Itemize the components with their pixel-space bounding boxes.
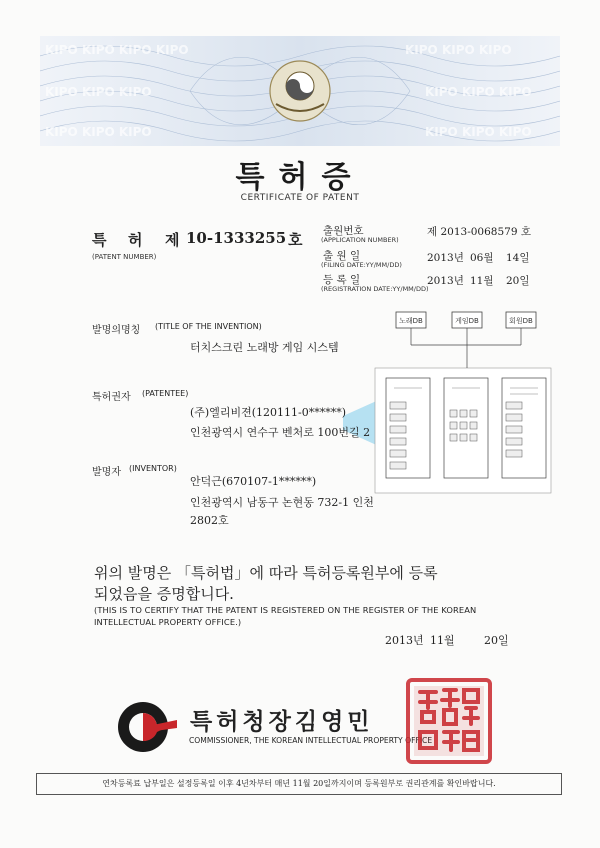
patentee-name: (주)엘리비젼(120111-0******)	[190, 406, 347, 419]
patentee-label: 특허권자	[92, 392, 131, 403]
issue-date-month: 11월	[430, 634, 455, 647]
patent-number-en: (PATENT NUMBER)	[92, 253, 157, 261]
application-number: 제 2013-0068579 호	[427, 226, 531, 238]
certificate-subtitle: CERTIFICATE OF PATENT	[240, 193, 360, 203]
inventor-label: 발명자	[92, 467, 121, 478]
inventor-label-en: (INVENTOR)	[129, 464, 177, 473]
registration-label-en: (REGISTRATION DATE:YY/MM/DD)	[321, 285, 429, 293]
inventor-address: 인천광역시 남동구 논현동 732-1 인천	[190, 496, 374, 509]
registration-day: 20일	[506, 275, 530, 287]
commissioner-title-en: COMMISSIONER, THE KOREAN INTELLECTUAL PROPERTY OFFICE	[189, 736, 433, 745]
filing-month: 06월	[470, 252, 494, 264]
invention-label: 발명의명칭	[92, 325, 141, 336]
official-seal-icon	[404, 676, 494, 766]
inventor-address-line2: 2802호	[190, 514, 229, 527]
kipo-logo-icon	[115, 698, 179, 756]
db-label-game: 게임DB	[455, 317, 479, 325]
invention-drawing	[374, 310, 554, 495]
statement-ko-line1: 위의 발명은 「특허법」에 따라 특허등록원부에 등록	[94, 564, 438, 582]
filing-day: 14일	[506, 252, 530, 264]
certificate-title: 특허증	[235, 160, 365, 195]
header-guilloche-band	[40, 36, 560, 146]
patent-number: 10-1333255	[186, 229, 287, 247]
registration-year: 2013년	[427, 275, 464, 287]
statement-ko-line2: 되었음을 증명합니다.	[94, 585, 234, 603]
svg-text:KIPO KIPO KIPO: KIPO KIPO KIPO	[45, 85, 152, 99]
invention-label-en: (TITLE OF THE INVENTION)	[155, 322, 262, 331]
patentee-address: 인천광역시 연수구 벤처로 100번길 2	[190, 426, 371, 439]
patent-number-suffix: 호	[288, 231, 303, 249]
registration-month: 11월	[470, 275, 494, 287]
issue-date-day: 20일	[484, 634, 509, 647]
statement-en-line1: (THIS IS TO CERTIFY THAT THE PATENT IS REGISTERED ON THE REGISTER OF THE KOREAN	[94, 605, 477, 615]
commissioner-name: 특허청장김영민	[190, 709, 374, 735]
svg-text:KIPO KIPO KIPO KIPO: KIPO KIPO KIPO KIPO	[45, 43, 189, 57]
application-label-en: (APPLICATION NUMBER)	[321, 236, 399, 244]
invention-title: 터치스크린 노래방 게임 시스템	[190, 341, 339, 354]
svg-text:KIPO KIPO KIPO: KIPO KIPO KIPO	[425, 85, 532, 99]
db-label-song: 노래DB	[399, 317, 423, 325]
application-label: 출원번호	[323, 225, 364, 237]
inventor-name: 안덕근(670107-1******)	[190, 475, 317, 488]
svg-text:KIPO KIPO KIPO: KIPO KIPO KIPO	[45, 125, 152, 139]
filing-label-en: (FILING DATE:YY/MM/DD)	[321, 261, 402, 269]
svg-text:KIPO KIPO KIPO: KIPO KIPO KIPO	[405, 43, 512, 57]
statement-en-line2: INTELLECTUAL PROPERTY OFFICE.)	[94, 617, 242, 627]
svg-text:KIPO KIPO KIPO: KIPO KIPO KIPO	[425, 125, 532, 139]
patentee-label-en: (PATENTEE)	[142, 389, 189, 398]
issue-date-year: 2013년	[385, 634, 424, 647]
filing-label: 출 원 일	[323, 250, 361, 262]
annual-fee-notice: 연차등록료 납부일은 설정등록일 이후 4년차부터 매년 11월 20일까지이며 등록원부로 권리관계를 확인바랍니다.	[36, 773, 562, 795]
patent-label-2: 허	[128, 231, 143, 249]
patent-label-3: 제	[165, 231, 180, 249]
registration-label: 등 록 일	[323, 274, 361, 286]
db-label-member: 회원DB	[509, 317, 533, 325]
filing-year: 2013년	[427, 252, 464, 264]
patent-label-1: 특	[92, 231, 107, 249]
government-emblem-icon	[270, 61, 330, 121]
